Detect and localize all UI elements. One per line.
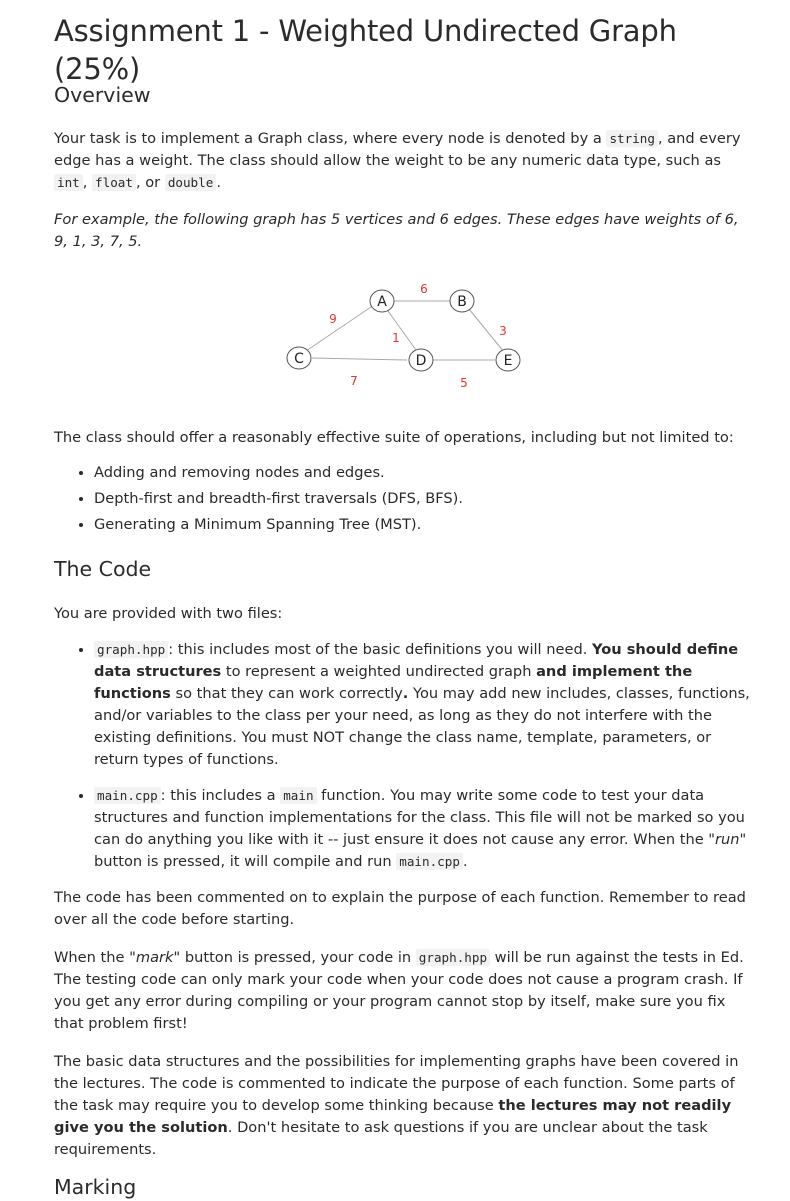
graph-hpp-item: • graph.hpp : this includes most of the basic definitions you will need. You should define data structures to represent a weighted undirected graph and implement the functions so that they can work correctly. You may add new includes, classes, functions, and/or variables to the class per your need, as long as they do not interfere with the existing definitions. You must NOT change the class name, template, parameters, or return types of functions. [94, 639, 750, 771]
int-code: int [54, 174, 83, 191]
basic-structures-paragraph: The basic data structures and the possibilities for implementing graphs have been covered in the lectures. The code is commented to indicate the purpose of each function. Some parts of the task may require you to develop some thinking because the lectures may not readily give you the solution. Don't hesitate to ask questions if you are unclear about the task requirements. [54, 1053, 739, 1158]
node-D-label: D [415, 353, 427, 369]
weight-DE: 5 [460, 376, 468, 390]
node-A-label: A [377, 294, 387, 310]
overview-heading: Overview [54, 83, 151, 107]
weight-CD: 7 [350, 374, 358, 388]
main-cpp-code: main.cpp [94, 787, 161, 804]
graph-hpp-code-inline: graph.hpp [416, 949, 490, 966]
weight-AB: 6 [420, 282, 428, 296]
weight-AD: 1 [392, 331, 400, 345]
weight-BE: 3 [499, 324, 507, 338]
main-function-code: main [280, 787, 316, 804]
node-B-label: B [457, 294, 467, 310]
graph-figure [276, 267, 536, 407]
overview-intro: Your task is to implement a Graph class, where every node is denoted by a string , and every edge has a weight. The class should allow the weight to be any numeric data type, such as int , float , or double . [54, 130, 741, 191]
operations-intro: The class should offer a reasonably effective suite of operations, including but not limited to: [54, 429, 734, 446]
edge-A-C [300, 305, 374, 355]
edge-C-D [312, 358, 407, 360]
main-cpp-code-inline: main.cpp [396, 853, 463, 870]
operation-item: • Depth-first and breadth-first traversals (DFS, BFS). [94, 488, 750, 514]
operation-item: • Generating a Minimum Spanning Tree (MST). [94, 514, 750, 540]
commented-paragraph: The code has been commented on to explain the purpose of each function. Remember to read over all the code before starting. [54, 889, 746, 928]
files-list [54, 639, 750, 873]
weight-AC: 9 [329, 312, 337, 326]
page-title: Assignment 1 - Weighted Undirected Graph (25%) [54, 14, 677, 86]
provided-files-text: You are provided with two files: [54, 605, 283, 622]
mark-paragraph: When the "mark" button is pressed, your code in graph.hpp will be run against the tests in Ed. The testing code can only mark your code when your code does not cause a program crash. If you get any error during compiling or your program cannot stop by itself, make sure you fix that problem first! [54, 949, 744, 1032]
main-cpp-item: • main.cpp : this includes a main function. You may write some code to test your data structures and function implementations for the class. This file will not be marked so you can do anything you like with it -- just ensure it does not cause any error. When the "run" button is pressed, it will compile and run main.cpp . [94, 785, 750, 873]
operations-list [54, 462, 750, 540]
double-code: double [165, 174, 217, 191]
node-E-label: E [503, 353, 513, 369]
graph-diagram [276, 267, 536, 407]
node-C-label: C [294, 351, 304, 367]
graph-example-text: For example, the following graph has 5 vertices and 6 edges. These edges have weights of 6, 9, 1, 3, 7, 5. [54, 211, 739, 250]
operation-item: • Adding and removing nodes and edges. [94, 462, 750, 488]
marking-heading: Marking [54, 1175, 137, 1199]
string-code: string [606, 130, 658, 147]
graph-hpp-code: graph.hpp [94, 641, 168, 658]
code-heading: The Code [54, 557, 152, 581]
float-code: float [92, 174, 136, 191]
